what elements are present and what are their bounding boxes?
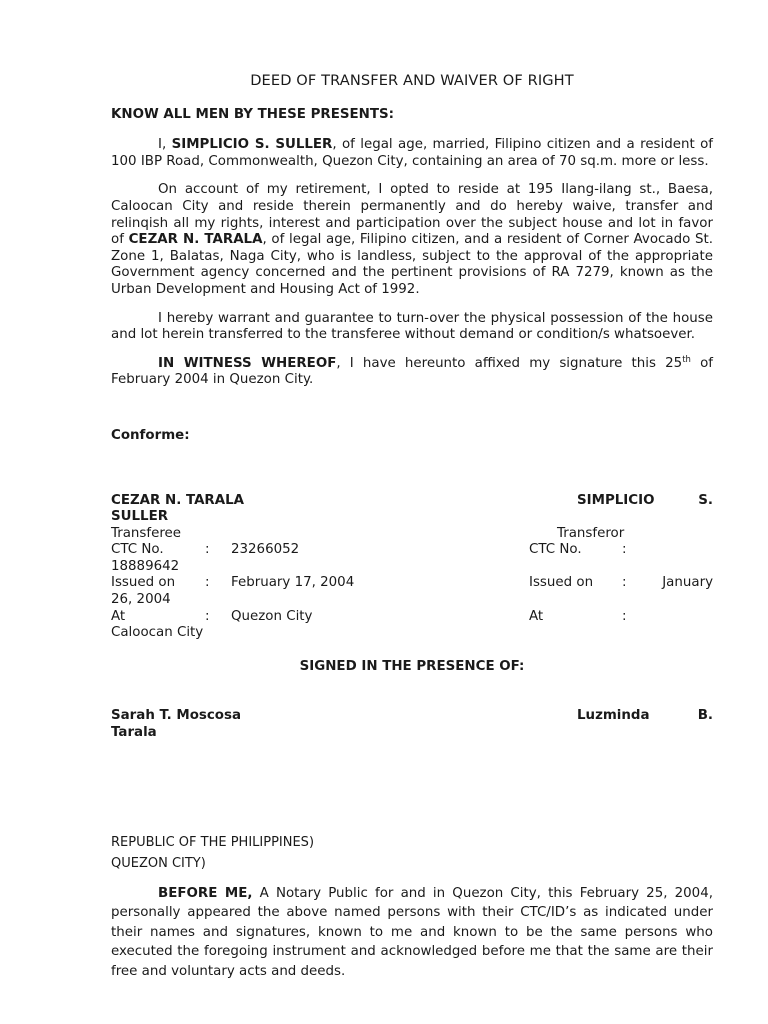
p1-prefix: I, (158, 137, 172, 153)
p2-before: On account of my retirement, I opted to reside at 195 Ilang-ilang st., Baesa, Caloocan City and reside therein permanently and do hereby waive, transfer and relinqish all my rights, interest and participation over the subject house and lot in favor of (111, 182, 713, 248)
right-issued-colon: : (622, 575, 627, 591)
notarial-section (111, 834, 713, 981)
paragraph-transfer (111, 182, 713, 298)
right-issued-label: Issued on (529, 575, 594, 591)
party-names-row (111, 493, 713, 510)
before-me: BEFORE ME, (158, 886, 253, 901)
party-roles-row (111, 526, 713, 543)
preamble-heading: KNOW ALL MEN BY THESE PRESENTS: (111, 106, 395, 122)
transferor-name: SIMPLICIO S. SULLER (171, 137, 333, 153)
issued-wrap-row (111, 592, 713, 609)
paragraph-warranty: I hereby warrant and guarantee to turn-over the physical possession of the house and lot herein transferred to the transferee without demand or condition/s whatsoever. (111, 310, 713, 343)
right-at-value: Caloocan City (111, 625, 204, 641)
witness-names-wrap-row (111, 725, 713, 742)
transferor-role: Transferor (557, 525, 625, 541)
witness-right-name-a: Luzminda (577, 708, 650, 724)
right-ctc-value: 18889642 (111, 558, 180, 574)
at-row (111, 609, 713, 626)
p2-after: , of legal age, Filipino citizen, and a resident of Corner Avocado St. Zone 1, Balatas, Naga City, who is landless, subject to the approval of the appropriate Government agency concerned and the pertinent provisions of RA 7279, known as the Urban Development and Housing Act of 1992. (111, 232, 713, 297)
left-ctc-value: 23266052 (231, 542, 300, 558)
transferee-role: Transferee (111, 525, 182, 541)
right-issued-value-a: January (662, 575, 713, 591)
left-issued-colon: : (205, 575, 210, 591)
signed-presence-heading: SIGNED IN THE PRESENCE OF: (299, 658, 525, 674)
left-at-value: Quezon City (231, 608, 313, 624)
right-ctc-label: CTC No. (529, 542, 582, 558)
document-title: DEED OF TRANSFER AND WAIVER OF RIGHT (250, 72, 574, 89)
p4-text: , I have hereunto affixed my signature this 25 (336, 355, 683, 371)
witness-names-row (111, 708, 713, 725)
witness-right-name-wrap: Tarala (111, 725, 157, 741)
right-issued-value-wrap: 26, 2004 (111, 592, 171, 608)
p4-tail: of February 2004 in Quezon City. (111, 355, 714, 388)
transferee-signature-name: CEZAR N. TARALA (111, 492, 245, 508)
witness-right-name-b: B. (697, 708, 713, 724)
ctc-wrap-row (111, 559, 713, 576)
p1-text: , of legal age, married, Filipino citizen and a resident of 100 IBP Road, Commonwealth, Quezon City, containing an area of 70 sq.m. more or less. (111, 137, 713, 169)
deed-body (111, 73, 713, 742)
left-at-label: At (111, 608, 126, 624)
left-issued-label: Issued on (111, 575, 176, 591)
right-at-colon: : (622, 608, 627, 624)
republic-line: REPUBLIC OF THE PHILIPPINES) (111, 835, 315, 850)
left-issued-value: February 17, 2004 (231, 575, 355, 591)
left-ctc-colon: : (205, 542, 210, 558)
issued-row (111, 575, 713, 592)
transferee-name: CEZAR N. TARALA (128, 232, 263, 248)
left-at-colon: : (205, 608, 210, 624)
conforme-label: Conforme: (111, 427, 190, 443)
parties-block (111, 493, 713, 642)
notary-text: A Notary Public for and in Quezon City, this February 25, 2004, personally appeared the above named persons with their CTC/ID’s as indicated under their names and signatures, known to me and known to be the same persons who executed the foregoing instrument and acknowledged before me that the same are their free and voluntary acts and deeds. (111, 886, 713, 979)
transferor-signature-name-b: S. (698, 492, 713, 508)
paragraph-identity (111, 137, 713, 170)
notary-acknowledgment (111, 884, 713, 981)
witness-whereof: IN WITNESS WHEREOF (158, 355, 337, 371)
right-ctc-colon: : (622, 542, 627, 558)
witness-left-name: Sarah T. Moscosa (111, 708, 242, 724)
witnesses-block (111, 708, 713, 741)
transferor-signature-name-wrap: SULLER (111, 509, 169, 525)
paragraph-witness (111, 356, 713, 389)
right-at-label: At (529, 608, 544, 624)
transferor-signature-name-a: SIMPLICIO (577, 492, 655, 508)
city-line: QUEZON CITY) (111, 856, 206, 871)
left-ctc-label: CTC No. (111, 542, 164, 558)
party-names-wrap-row (111, 509, 713, 526)
at-wrap-row (111, 625, 713, 642)
p4-superscript: th (682, 354, 691, 365)
ctc-row (111, 542, 713, 559)
